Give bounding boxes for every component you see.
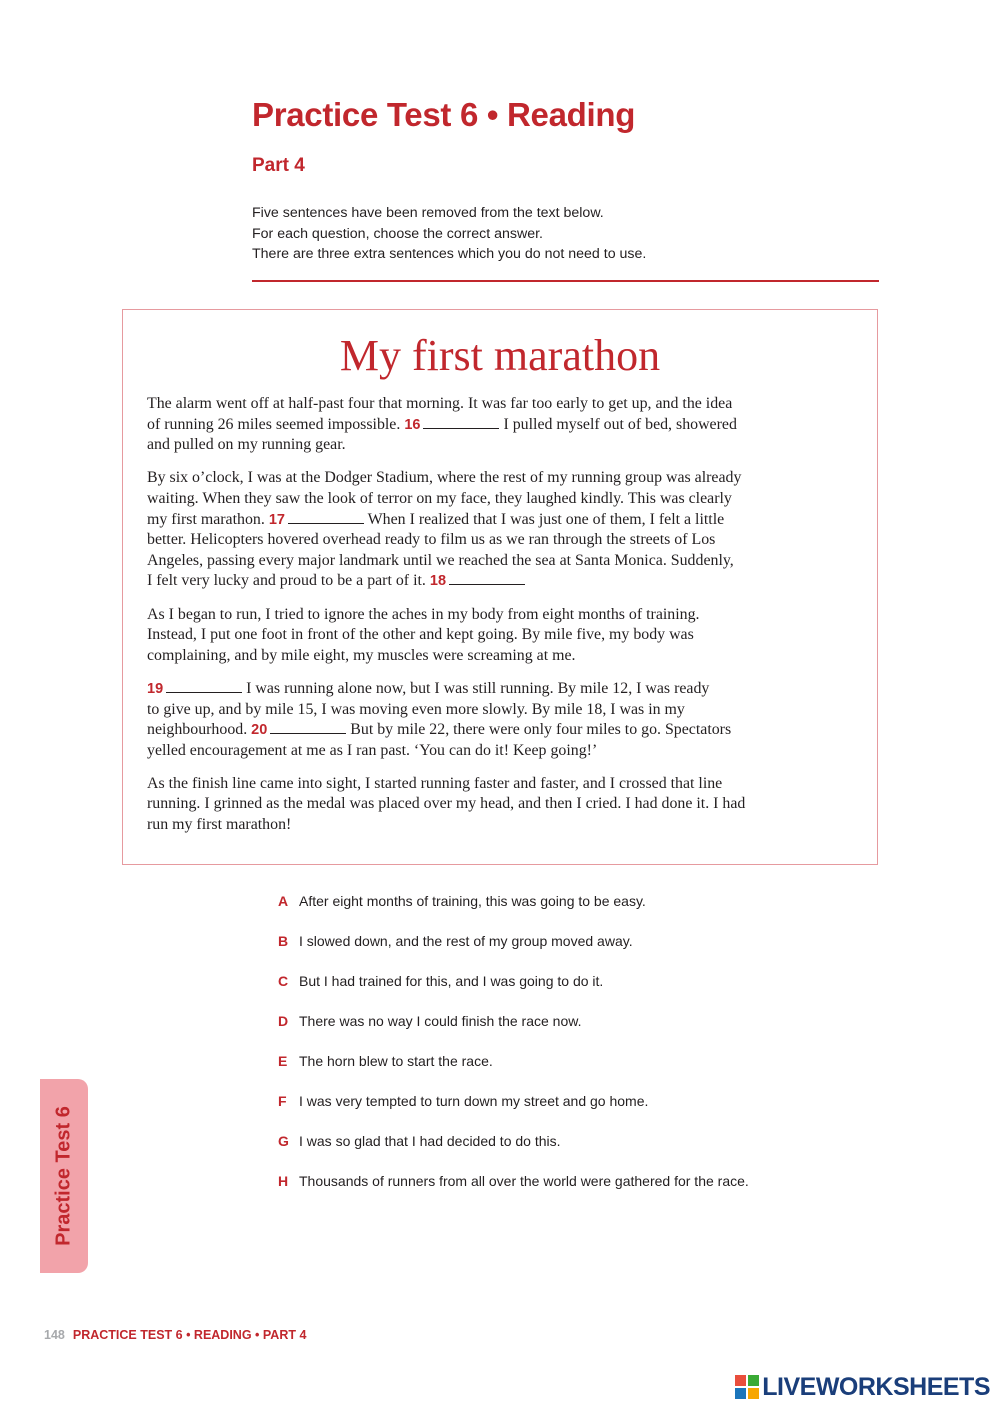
- text-line: [147, 510, 859, 531]
- gap-18[interactable]: [430, 571, 525, 592]
- side-tab: [40, 1079, 88, 1273]
- answer-options: [278, 893, 918, 1213]
- brand-square: [748, 1375, 759, 1386]
- option-c[interactable]: [278, 973, 918, 1013]
- text-line: running. I grinned as the medal was placed over my head, and then I cried. I had done it. I had: [147, 795, 746, 813]
- text-line: complaining, and by mile eight, my muscles were screaming at me.: [147, 646, 576, 664]
- text-segment: I felt very lucky and proud to be a part of it.: [147, 572, 426, 590]
- text-line: The alarm went off at half-past four that morning. It was far too early to get up, and the idea: [147, 395, 733, 412]
- option-letter: C: [278, 973, 289, 989]
- option-f[interactable]: [278, 1093, 918, 1133]
- text-line: Angeles, passing every major landmark until we reached the sea at Santa Monica. Suddenly,: [147, 551, 734, 569]
- divider-rule: [252, 280, 879, 282]
- page-number: 148: [44, 1328, 65, 1342]
- article-title: My first marathon: [339, 331, 661, 380]
- text-segment: I was running alone now, but I was still running. By mile 12, I was ready: [246, 679, 710, 697]
- text-segment: of running 26 miles seemed impossible.: [147, 415, 401, 433]
- gap-number: 20: [251, 722, 268, 739]
- instruction-line: There are three extra sentences which you do not need to use.: [252, 246, 647, 262]
- gap-blank[interactable]: [166, 691, 242, 693]
- option-text: But I had trained for this, and I was going to do it.: [299, 973, 604, 989]
- gap-number: 16: [404, 416, 421, 433]
- option-letter: G: [278, 1133, 289, 1149]
- option-letter: B: [278, 933, 289, 949]
- paragraph-5: [147, 774, 859, 836]
- text-segment: But by mile 22, there were only four miles to go. Spectators: [350, 721, 732, 739]
- gap-16[interactable]: [404, 415, 499, 436]
- option-text: I was so glad that I had decided to do this.: [299, 1133, 561, 1149]
- option-b[interactable]: [278, 933, 918, 973]
- gap-blank[interactable]: [270, 732, 346, 734]
- gap-number: 18: [429, 573, 447, 590]
- option-text: I slowed down, and the rest of my group moved away.: [299, 933, 633, 949]
- text-line: [147, 571, 859, 592]
- gap-17[interactable]: [269, 510, 364, 531]
- option-text: I was very tempted to turn down my street and go home.: [299, 1093, 649, 1109]
- option-letter: E: [278, 1053, 288, 1069]
- instruction-line: Five sentences have been removed from the text below.: [252, 205, 604, 221]
- option-text: Thousands of runners from all over the world were gathered for the race.: [299, 1173, 749, 1189]
- text-line: As the finish line came into sight, I started running faster and faster, and I crossed that line: [147, 774, 723, 792]
- text-line: Instead, I put one foot in front of the other and kept going. By mile five, my body was: [147, 626, 694, 644]
- brand-square: [735, 1388, 746, 1399]
- option-a[interactable]: [278, 893, 918, 933]
- gap-blank[interactable]: [288, 522, 364, 524]
- option-letter: H: [278, 1173, 289, 1189]
- text-line: better. Helicopters hovered overhead ready to film us as we ran through the streets of Los: [147, 531, 716, 549]
- text-line: [147, 720, 859, 741]
- option-d[interactable]: [278, 1013, 918, 1053]
- text-line: yelled encouragement at me as I ran past. ‘You can do it! Keep going!’: [147, 741, 598, 759]
- paragraph-4: [147, 679, 859, 761]
- text-line: to give up, and by mile 15, I was moving even more slowly. By mile 18, I was in my: [147, 700, 685, 718]
- footer-text: PRACTICE TEST 6 • READING • PART 4: [72, 1328, 307, 1342]
- brand-square: [748, 1388, 759, 1399]
- paragraph-1: [147, 394, 859, 456]
- option-e[interactable]: [278, 1053, 918, 1093]
- text-line: By six o’clock, I was at the Dodger Stadium, where the rest of my running group was already: [147, 469, 742, 487]
- gap-19[interactable]: [147, 679, 242, 700]
- text-line: [147, 679, 859, 700]
- instructions: [252, 203, 892, 265]
- page-footer: [44, 1328, 306, 1342]
- article-text: [147, 394, 859, 848]
- option-letter: D: [278, 1013, 289, 1029]
- instruction-line: For each question, choose the correct answer.: [252, 225, 544, 242]
- page-title: Practice Test 6 • Reading: [252, 96, 636, 133]
- gap-blank[interactable]: [423, 427, 499, 429]
- article-box: [122, 309, 878, 865]
- text-line: run my first marathon!: [147, 816, 292, 834]
- text-line: and pulled on my running gear.: [147, 436, 346, 454]
- text-segment: I pulled myself out of bed, showered: [503, 415, 737, 433]
- gap-number: 17: [268, 511, 285, 528]
- text-segment: When I realized that I was just one of them, I felt a little: [367, 510, 725, 528]
- brand-grid-icon: [735, 1375, 759, 1399]
- option-g[interactable]: [278, 1133, 918, 1173]
- brand-logo: [735, 1373, 990, 1401]
- gap-20[interactable]: [251, 720, 346, 741]
- part-heading: Part 4: [252, 155, 305, 176]
- text-line: [147, 415, 859, 436]
- paragraph-3: [147, 605, 859, 667]
- gap-blank[interactable]: [449, 583, 525, 585]
- option-letter: A: [278, 893, 289, 909]
- option-letter: F: [278, 1093, 287, 1109]
- brand-name: LIVEWORKSHEETS: [762, 1372, 990, 1401]
- text-line: As I began to run, I tried to ignore the aches in my body from eight months of training.: [147, 605, 700, 623]
- option-h[interactable]: [278, 1173, 918, 1213]
- option-text: The horn blew to start the race.: [299, 1053, 493, 1069]
- option-text: After eight months of training, this was going to be easy.: [299, 893, 646, 909]
- option-text: There was no way I could finish the race now.: [299, 1013, 582, 1029]
- text-line: waiting. When they saw the look of terror on my face, they laughed kindly. This was clearly: [147, 489, 732, 507]
- brand-square: [735, 1375, 746, 1386]
- side-tab-label: Practice Test 6: [52, 1106, 75, 1246]
- text-segment: my first marathon.: [147, 510, 265, 528]
- paragraph-2: [147, 468, 859, 592]
- gap-number: 19: [147, 680, 164, 697]
- text-segment: neighbourhood.: [147, 721, 248, 739]
